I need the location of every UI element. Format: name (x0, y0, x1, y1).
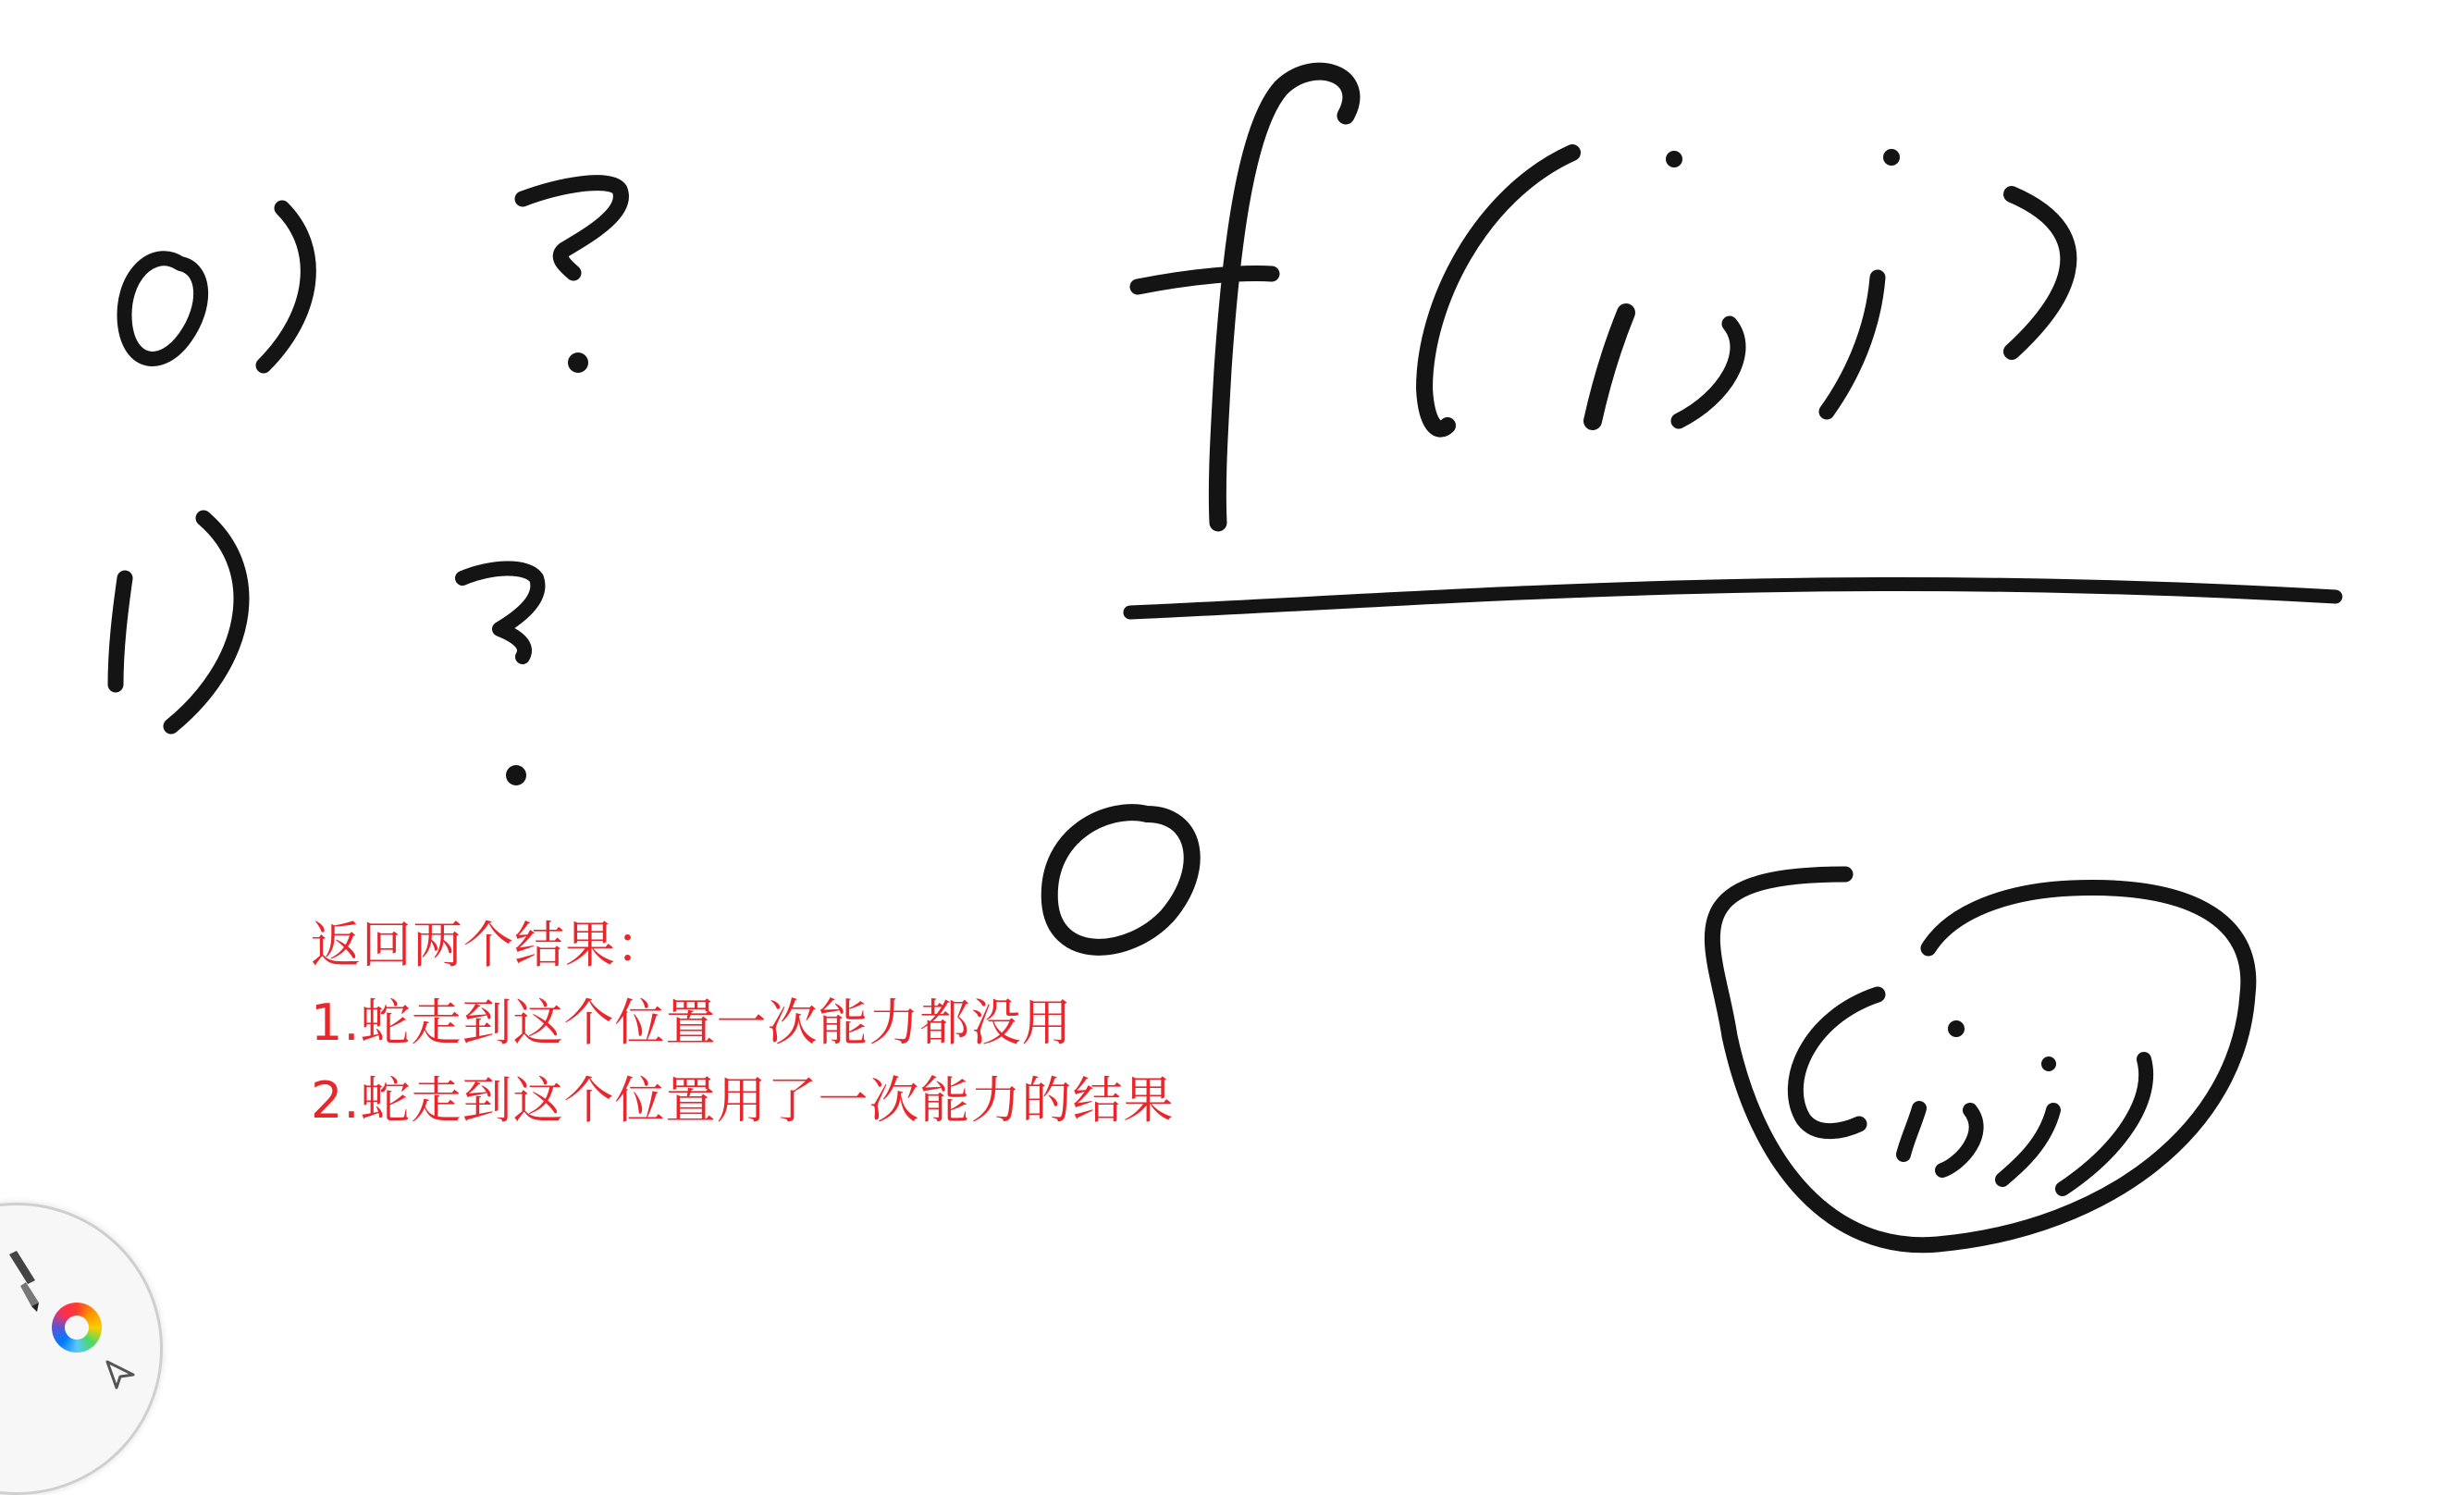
handwritten-label-0 (125, 208, 309, 365)
handwritten-circled-i-j (1712, 874, 2248, 1245)
color-wheel-icon[interactable] (52, 1303, 102, 1353)
pen-icon[interactable] (0, 1249, 50, 1314)
annotation-line-1: 1.蛇走到这个位置一次能力都没用 (311, 994, 1073, 1052)
handwritten-question-mark-2 (462, 568, 537, 785)
handwritten-question-mark-1 (523, 183, 621, 373)
handwritten-function-f-i-j (1138, 71, 2068, 523)
cursor-arrow-icon[interactable] (102, 1358, 139, 1390)
annotation-heading: 返回两个结果： (311, 916, 667, 974)
handwritten-label-1 (116, 518, 241, 726)
red-annotation-note (311, 907, 1175, 1140)
annotation-line-2: 2.蛇走到这个位置用了一次能力的结果 (311, 1071, 1175, 1130)
handwritten-fraction-line (1130, 584, 2335, 612)
